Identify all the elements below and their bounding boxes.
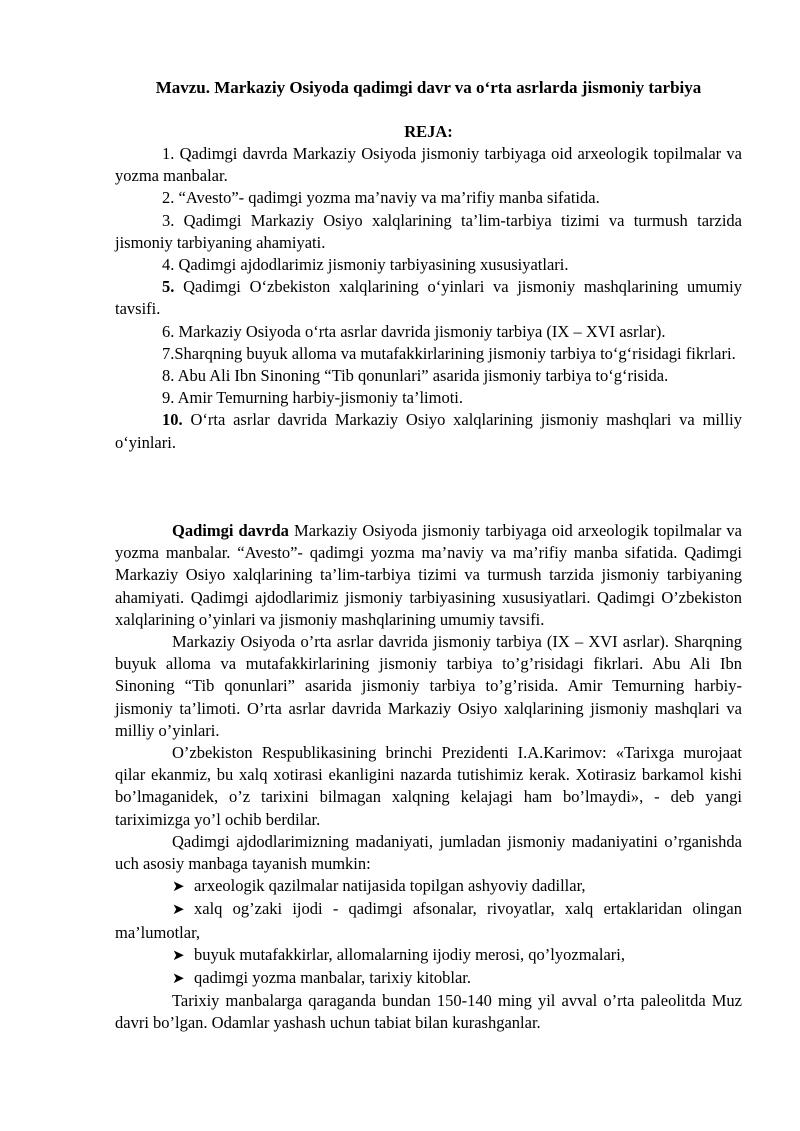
plan-item-text: Markaziy Osiyoda o‘rta asrlar davrida jismoniy tarbiya (IX – XVI asrlar).: [174, 321, 666, 341]
plan-item-text: Abu Ali Ibn Sinoning “Tib qonunlari” asarida jismoniy tarbiya to‘g‘risida.: [174, 366, 669, 386]
plan-item-text: “Avesto”- qadimgi yozma ma’naviy va ma’rifiy manba sifatida.: [174, 188, 600, 208]
plan-item-number: 8.: [162, 366, 175, 386]
list-item: [115, 898, 742, 943]
plan-item: [115, 387, 742, 409]
body-paragraph: O’zbekiston Respublikasining brinchi Prezidenti I.A.Karimov: «Tarixga murojaat qilar ekanmiz, bu xalq xotirasi ekanligini nazarda tutishimiz kerak. Xotirasiz barkamol kishi bo’lmaganidek, o’z tarixini bilmagan xalqning kelajagi ham bo’lmaydi», - deb yangi tariximizga yo’l ochib berdilar.: [115, 743, 742, 829]
plan-item-number: 4.: [162, 255, 175, 275]
plan-item-number: 3.: [162, 210, 175, 230]
arrow-bullet-icon: ➤: [172, 879, 185, 896]
plan-item-text: O‘rta asrlar davrida Markaziy Osiyo xalqlarining jismoniy mashqlari va milliy o‘yinlari.: [115, 410, 742, 452]
plan-list: [115, 143, 742, 454]
plan-item-number: 1.: [162, 144, 175, 163]
plan-item: [115, 254, 742, 276]
paragraph-text: Markaziy Osiyoda jismoniy tarbiyaga oid arxeologik topilmalar va yozma manbalar. “Avesto”- qadimgi yozma ma’naviy va ma’rifiy manba sifatida. Qadimgi Markaziy Osiyo xalqlarining ta’lim-tarbiya tizimi va turmush tarzida jismoniy tarbiyaning ahamiyati. Qadimgi ajdodlarimiz jismoniy tarbiyasining xususiyatlari. Qadimgi O’zbekiston xalqlarining o’yinlari va jismoniy mashqlarining umumiy tavsifi.: [115, 521, 742, 629]
plan-item-number: 10.: [162, 410, 183, 430]
plan-item: [115, 143, 742, 187]
paragraph-lead: Qadimgi davrda: [172, 521, 289, 540]
body-paragraph: [115, 520, 742, 631]
list-item-text: arxeologik qazilmalar natijasida topilgan ashyoviy dadillar,: [194, 876, 586, 896]
plan-item: [115, 365, 742, 387]
list-item-text: qadimgi yozma manbalar, tarixiy kitoblar.: [194, 968, 472, 988]
list-item: [115, 875, 742, 898]
body-paragraph: Qadimgi ajdodlarimizning madaniyati, jumladan jismoniy madaniyatini o’rganishda uch asosiy manbaga tayanish mumkin:: [115, 831, 742, 874]
plan-item: [115, 343, 742, 365]
plan-item-number: 5.: [162, 277, 175, 297]
list-item: [115, 967, 742, 990]
body-paragraph: Tarixiy manbalarga qaraganda bundan 150-140 ming yil avval o’rta paleolitda Muz davri bo’lgan. Odamlar yashash uchun tabiat bilan kurashganlar.: [115, 991, 742, 1033]
plan-item-text: Qadimgi ajdodlarimiz jismoniy tarbiyasining xususiyatlari.: [174, 255, 569, 275]
arrow-bullet-icon: ➤: [172, 971, 185, 988]
plan-item-text: Qadimgi O‘zbekiston xalqlarining o‘yinlari va jismoniy mashqlarining umumiy tavsifi.: [115, 277, 742, 319]
plan-item: [115, 409, 742, 453]
plan-item: [115, 276, 742, 320]
body-paragraph: Markaziy Osiyoda o’rta asrlar davrida jismoniy tarbiya (IX – XVI asrlar). Sharqning buyuk alloma va mutafakkirlarining jismoniy tarbiya to’g’risidagi fikrlari. Abu Ali Ibn Sinoning “Tib qonunlari” asarida jismoniy tarbiya to’g’risida. Amir Temurning harbiy-jismoniy ta’limoti. O’rta asrlar davrida Markaziy Osiyo xalqlarining jismoniy mashqlari va milliy o’yinlari.: [115, 632, 742, 740]
list-item-text: buyuk mutafakkirlar, allomalarning ijodiy merosi, qo’lyozmalari,: [194, 944, 625, 964]
plan-item-number: 9.: [162, 388, 175, 408]
arrow-bullet-icon: ➤: [172, 902, 185, 919]
plan-item: [115, 321, 742, 343]
plan-item-number: 6.: [162, 321, 175, 341]
plan-item-number: 2.: [162, 188, 175, 208]
arrow-bullet-icon: ➤: [172, 947, 185, 964]
plan-item-number: 7.: [162, 343, 175, 363]
list-item-text: xalq og’zaki ijodi - qadimgi afsonalar, rivoyatlar, xalq ertaklaridan olingan ma’lumotlar,: [115, 899, 742, 942]
plan-item: [115, 187, 742, 209]
plan-item-text: Amir Temurning harbiy-jismoniy ta’limoti.: [174, 388, 464, 408]
plan-item-text: Qadimgi davrda Markaziy Osiyoda jismoniy tarbiyaga oid arxeologik topilmalar va yozma manbalar.: [115, 144, 742, 186]
plan-item: [115, 210, 742, 254]
list-item: [115, 944, 742, 967]
document-body: [115, 520, 742, 1035]
plan-heading: REJA:: [404, 122, 453, 141]
document-title: Mavzu. Markaziy Osiyoda qadimgi davr va o‘rta asrlarda jismoniy tarbiya: [155, 78, 702, 97]
plan-item-text: Qadimgi Markaziy Osiyo xalqlarining ta’lim-tarbiya tizimi va turmush tarzida jismoniy tarbiyaning ahamiyati.: [115, 210, 742, 252]
plan-item-text: Sharqning buyuk alloma va mutafakkirlarining jismoniy tarbiya to‘g‘risidagi fikrlari.: [174, 343, 736, 363]
